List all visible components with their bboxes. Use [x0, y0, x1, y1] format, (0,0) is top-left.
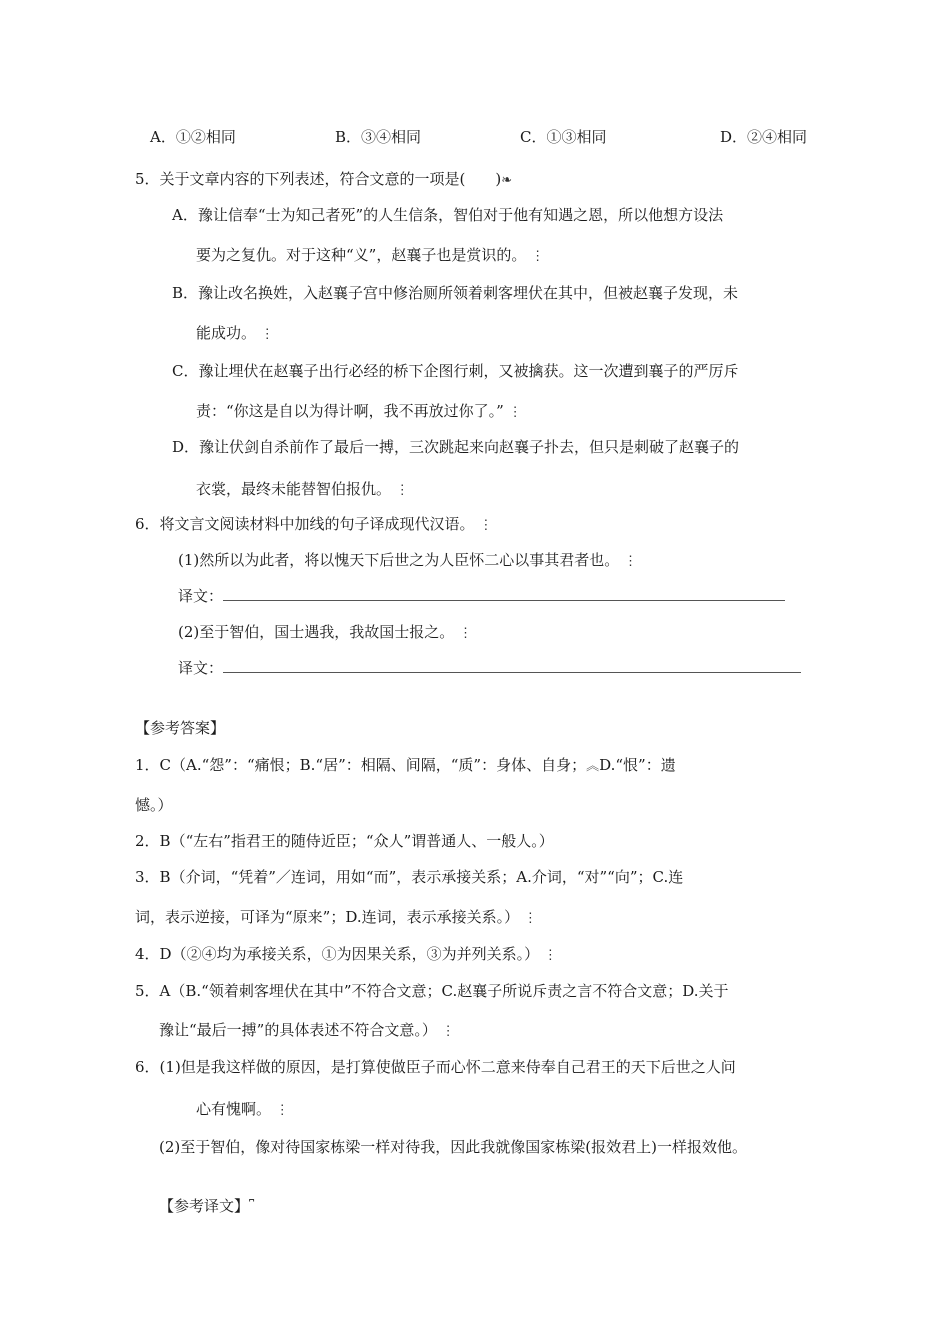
stray-mark-icon: ︽	[586, 759, 600, 774]
answer-6-line1: 6．(1)但是我这样做的原因，是打算使做臣子而心怀二意来侍奉自己君王的天下后世之人问	[135, 1058, 736, 1076]
q5-option-d-line2: 衣裳，最终未能替智伯报仇。 ⋮	[196, 480, 409, 498]
stray-mark-icon: ⋮	[531, 249, 545, 264]
answer-5-line2: 豫让“最后一搏”的具体表述不符合文意。） ⋮	[159, 1021, 455, 1039]
q4-option-d: D．②④相同	[720, 128, 808, 146]
q6-stem: 6．将文言文阅读材料中加线的句子译成现代汉语。 ⋮	[135, 515, 493, 533]
stray-mark-icon: ⋮	[275, 1103, 289, 1118]
q5-option-b-line1: B．豫让改名换姓，入赵襄子宫中修治厕所领着刺客埋伏在其中，但被赵襄子发现，未	[172, 284, 739, 302]
answer-2: 2．B（“左右”指君王的随侍近臣；“众人”谓普通人、一般人。）	[135, 832, 554, 850]
stray-mark-icon: ⋮	[395, 483, 409, 498]
q5-option-b-line2: 能成功。 ⋮	[196, 324, 274, 342]
answer-3-line1: 3．B（介词，“凭着”／连词，用如“而”，表示承接关系；A.介词，“对”“向”；C.连	[135, 868, 684, 886]
q5-option-a-line1: A．豫让信奉“士为知己者死”的人生信条，智伯对于他有知遇之恩，所以他想方设法	[172, 206, 724, 224]
answer-blank-1[interactable]	[223, 586, 785, 601]
answer-3-line2: 词，表示逆接，可译为“原来”；D.连词，表示承接关系。） ⋮	[135, 908, 537, 926]
stray-mark-icon: ⎴	[249, 1200, 255, 1215]
answer-6-line2: 心有愧啊。 ⋮	[196, 1100, 289, 1118]
q4-option-b: B．③④相同	[335, 128, 422, 146]
q5-option-a-line2: 要为之复仇。对于这种“义”，赵襄子也是赏识的。 ⋮	[196, 246, 545, 264]
q6-translation-1: 译文：	[178, 586, 785, 606]
q6-sentence-1: (1)然所以为此者，将以愧天下后世之为人臣怀二心以事其君者也。 ⋮	[178, 551, 638, 569]
q5-stem: 5．关于文章内容的下列表述，符合文意的一项是( )❧	[135, 170, 513, 188]
stray-mark-icon: ⋮	[441, 1024, 455, 1039]
stray-mark-icon: ❧	[501, 173, 513, 188]
answer-blank-2[interactable]	[223, 658, 801, 673]
answer-4: 4．D（②④均为承接关系，①为因果关系，③为并列关系。） ⋮	[135, 945, 557, 963]
q4-options	[150, 127, 820, 147]
q5-option-c-line1: C．豫让埋伏在赵襄子出行必经的桥下企图行刺，又被擒获。这一次遭到襄子的严厉斥	[172, 362, 739, 380]
translation-heading: 【参考译文】⎴	[159, 1197, 255, 1215]
q5-option-c-line2: 责：“你这是自以为得计啊，我不再放过你了。” ⋮	[196, 402, 522, 420]
stray-mark-icon: ⋮	[543, 948, 557, 963]
q4-option-a: A．①②相同	[150, 128, 236, 146]
stray-mark-icon: ⋮	[479, 518, 493, 533]
stray-mark-icon: ⋮	[260, 327, 274, 342]
answer-1-line2: 憾。）	[135, 796, 173, 814]
stray-mark-icon: ⋮	[624, 554, 638, 569]
q6-translation-2: 译文：	[178, 658, 801, 678]
q6-sentence-2: (2)至于智伯，国士遇我，我故国士报之。 ⋮	[178, 623, 473, 641]
answer-6-line3: (2)至于智伯，像对待国家栋梁一样对待我，因此我就像国家栋梁(报效君上)一样报效他。	[159, 1138, 747, 1156]
answers-heading: 【参考答案】	[135, 719, 226, 737]
answer-1-line1: 1．C（A.“怨”：“痛恨；B.“居”：相隔、间隔，“质”：身体、自身；︽D.“恨”：遗	[135, 756, 676, 774]
q4-option-c: C．①③相同	[520, 128, 607, 146]
stray-mark-icon: ⋮	[508, 405, 522, 420]
answer-5-line1: 5．A（B.“领着刺客埋伏在其中”不符合文意；C.赵襄子所说斥责之言不符合文意；D.关于	[135, 982, 729, 1000]
q5-option-d-line1: D．豫让伏剑自杀前作了最后一搏，三次跳起来向赵襄子扑去，但只是刺破了赵襄子的	[172, 438, 740, 456]
stray-mark-icon: ⋮	[523, 911, 537, 926]
stray-mark-icon: ⋮	[459, 626, 473, 641]
